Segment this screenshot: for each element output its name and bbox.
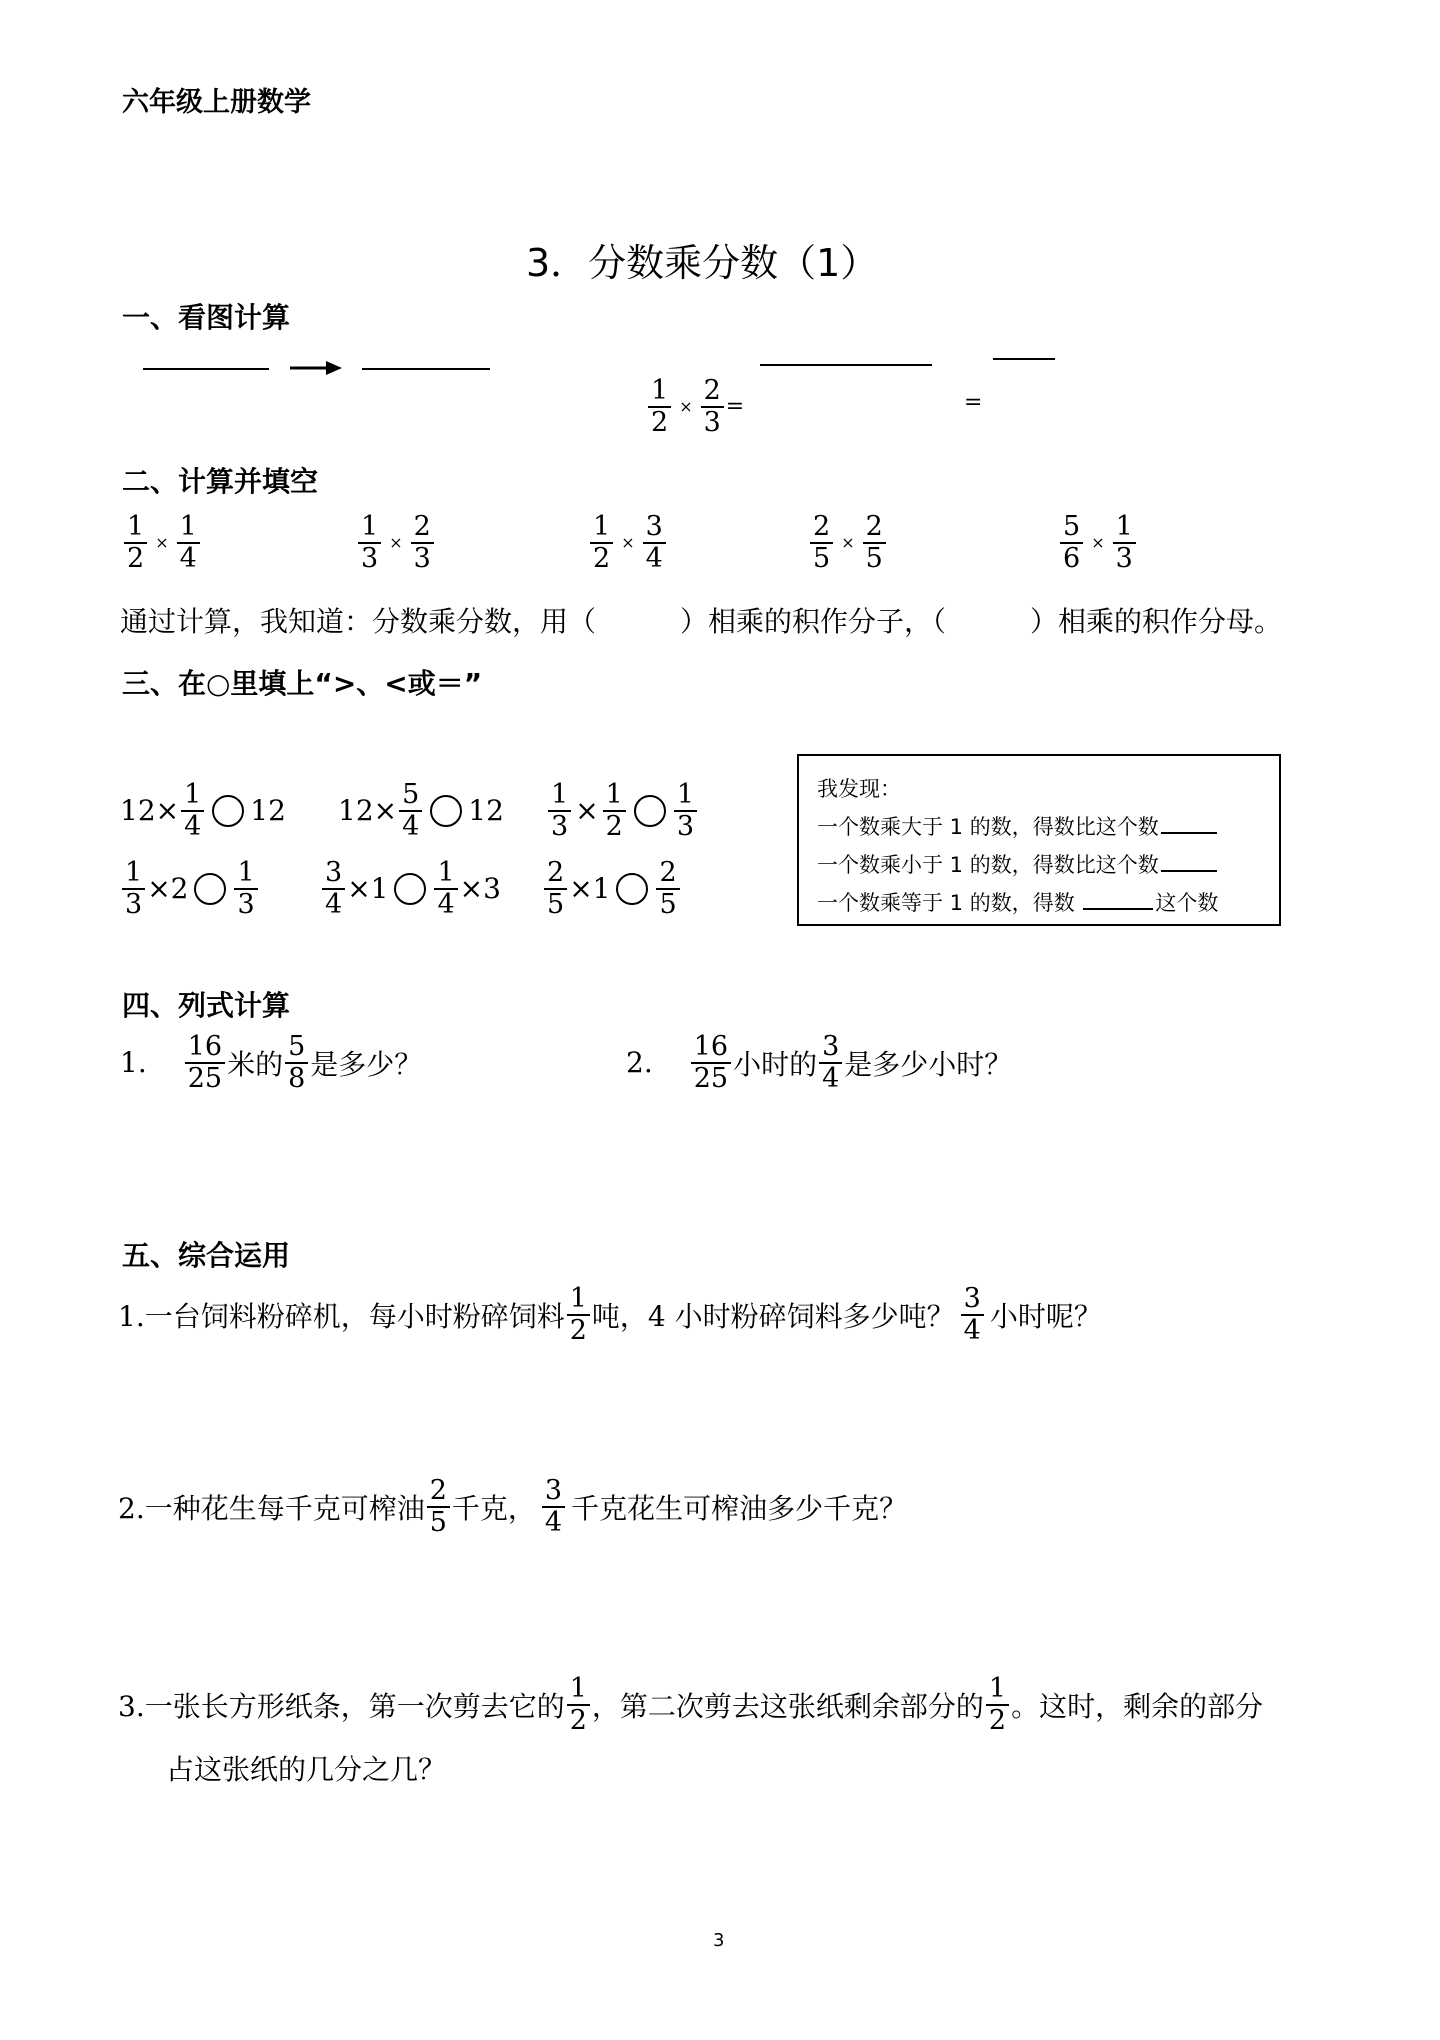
compare-item: 12× $\frac{1}{4}$ 12 xyxy=(120,779,286,842)
compare-item: $\frac{1}{3}$ ×2 $\frac{1}{3}$ xyxy=(120,858,260,919)
blank-line xyxy=(143,368,269,370)
answer-fraction-line xyxy=(993,358,1055,360)
findings-box xyxy=(797,754,1281,926)
section5-question-2: 2.一种花生每千克可榨油 $\frac{2}{5}$ 千克， $\frac{3}{4}$ 千克花生可榨油多少千克？ xyxy=(118,1475,908,1538)
blank-line xyxy=(362,368,490,370)
section2-heading: 二、计算并填空 xyxy=(122,465,319,498)
section5-question-3-continued: 占这张纸的几分之几？ xyxy=(166,1753,447,1786)
section2-item-3: $\frac{1}{2}$ × $\frac{3}{4}$ xyxy=(588,512,668,573)
section5-heading: 五、综合运用 xyxy=(122,1239,291,1272)
section2-item-4: $\frac{2}{5}$ × $\frac{2}{5}$ xyxy=(808,512,888,573)
equals-sign: = xyxy=(964,390,983,415)
page-header: 六年级上册数学 xyxy=(122,87,311,118)
answer-circle[interactable] xyxy=(616,873,648,905)
section2-item-5: $\frac{5}{6}$ × $\frac{1}{3}$ xyxy=(1058,512,1138,573)
fraction: $\frac{1}{2}$ xyxy=(648,376,671,437)
section2-item-1: $\frac{1}{2}$ × $\frac{1}{4}$ xyxy=(122,512,202,573)
findings-line-1: 一个数乘大于 1 的数，得数比这个数 xyxy=(817,808,1261,846)
answer-circle[interactable] xyxy=(394,873,426,905)
answer-blank[interactable] xyxy=(1161,808,1217,834)
section3-heading: 三、在○里填上“>、<或＝” xyxy=(122,667,483,700)
section5-question-1: 1.一台饲料粉碎机，每小时粉碎饲料 $\frac{1}{2}$ 吨，4 小时粉碎饲料多少吨？ $\frac{3}{4}$ 小时呢？ xyxy=(118,1283,1102,1346)
compare-item: $\frac{2}{5}$ ×1 $\frac{2}{5}$ xyxy=(542,858,682,919)
section5-question-3: 3.一张长方形纸条，第一次剪去它的 $\frac{1}{2}$ ，第二次剪去这张纸剩余部分的 $\frac{1}{2}$ 。这时，剩余的部分 xyxy=(118,1673,1264,1736)
answer-circle[interactable] xyxy=(634,795,666,827)
section2-item-2: $\frac{1}{3}$ × $\frac{2}{3}$ xyxy=(356,512,436,573)
section1-heading: 一、看图计算 xyxy=(122,301,291,334)
compare-item: $\frac{3}{4}$ ×1 $\frac{1}{4}$ ×3 xyxy=(320,858,501,919)
findings-line-2: 一个数乘小于 1 的数，得数比这个数 xyxy=(817,846,1261,884)
section1-expression: $\frac{1}{2}$ × $\frac{2}{3}$ = xyxy=(646,376,744,437)
compare-item: 12× $\frac{5}{4}$ 12 xyxy=(338,779,504,842)
compare-item: $\frac{1}{3}$ × $\frac{1}{2}$ $\frac{1}{3}$ xyxy=(546,780,699,841)
section4-question-1: 1. $\frac{16}{25}$ 米的 $\frac{5}{8}$ 是多少？ xyxy=(120,1031,423,1094)
findings-title: 我发现： xyxy=(817,777,901,801)
section4-heading: 四、列式计算 xyxy=(122,989,291,1022)
arrow-right-icon xyxy=(290,358,342,378)
answer-line xyxy=(760,364,932,366)
answer-circle[interactable] xyxy=(194,873,226,905)
section4-question-2: 2. $\frac{16}{25}$ 小时的 $\frac{3}{4}$ 是多少小时？ xyxy=(626,1031,1013,1094)
section2-conclusion: 通过计算，我知道：分数乘分数，用（ ）相乘的积作分子，（ ）相乘的积作分母。 xyxy=(120,605,1283,638)
answer-blank[interactable] xyxy=(1161,846,1217,872)
fraction: $\frac{2}{3}$ xyxy=(701,376,724,437)
answer-circle[interactable] xyxy=(430,795,462,827)
page-title: 3．分数乘分数（1） xyxy=(526,241,879,285)
page-number: 3 xyxy=(713,1930,725,1951)
answer-blank[interactable] xyxy=(1083,884,1153,910)
findings-line-3: 一个数乘等于 1 的数，得数 这个数 xyxy=(817,884,1261,922)
answer-circle[interactable] xyxy=(212,795,244,827)
